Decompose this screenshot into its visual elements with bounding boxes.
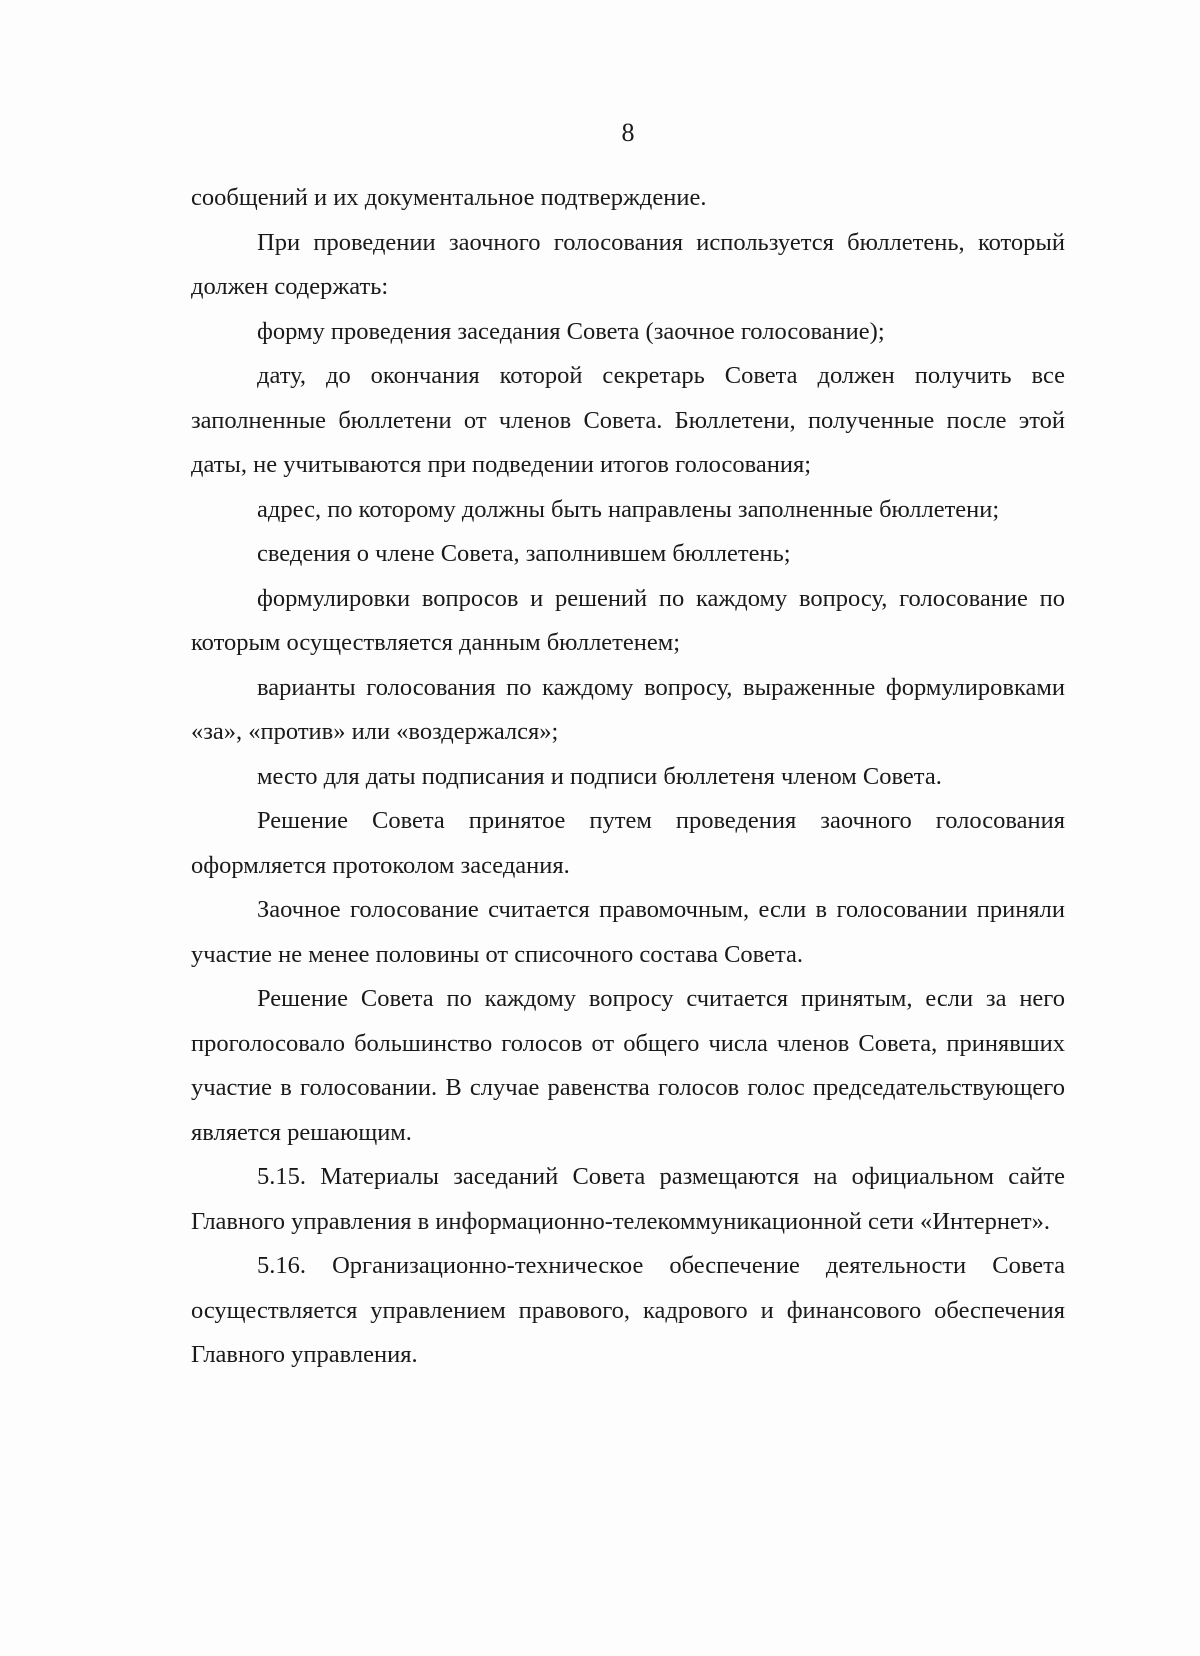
page-number: 8 (621, 118, 635, 147)
paragraph-section-5-16: 5.16. Организационно-техническое обеспечение деятельности Совета осуществляется управлением правового, кадрового и финансового обеспечения Главного управления. (191, 1252, 1065, 1368)
paragraph-section-5-15: 5.15. Материалы заседаний Совета размещаются на официальном сайте Главного управления в информационно-телекоммуникационной сети «Интернет». (191, 1163, 1065, 1235)
paragraph-ballot-questions: формулировки вопросов и решений по каждому вопросу, голосование по которым осуществляется данным бюллетенем; (191, 584, 1065, 656)
paragraph-ballot-deadline: дату, до окончания которой секретарь Совета должен получить все заполненные бюллетени от членов Совета. Бюллетени, полученные после этой даты, не учитываются при подведении итогов голосования; (191, 362, 1065, 478)
paragraph-ballot-form: форму проведения заседания Совета (заочное голосование); (257, 317, 885, 345)
paragraph-decision-protocol: Решение Совета принятое путем проведения заочного голосования оформляется протоколом заседания. (191, 807, 1065, 879)
paragraph-ballot-address: адрес, по которому должны быть направлены заполненные бюллетени; (257, 495, 1000, 523)
paragraph-ballot-intro: При проведении заочного голосования используется бюллетень, который должен содержать: (191, 228, 1065, 300)
paragraph-ballot-member-info: сведения о члене Совета, заполнившем бюллетень; (257, 540, 791, 567)
paragraph-ballot-options: варианты голосования по каждому вопросу, выраженные формулировками «за», «против» или «воздержался»; (191, 673, 1065, 745)
paragraph-majority: Решение Совета по каждому вопросу считается принятым, если за него проголосовало большинство голосов от общего числа членов Совета, принявших участие в голосовании. В случае равенства голосов голос председательствующего является решающим. (191, 985, 1065, 1146)
paragraph-ballot-signature: место для даты подписания и подписи бюллетеня членом Совета. (257, 762, 942, 790)
paragraph-quorum: Заочное голосование считается правомочным, если в голосовании приняли участие не менее половины от списочного состава Совета. (191, 896, 1065, 968)
body-text (191, 176, 1065, 1378)
paragraph-continuation: сообщений и их документальное подтверждение. (191, 184, 707, 211)
